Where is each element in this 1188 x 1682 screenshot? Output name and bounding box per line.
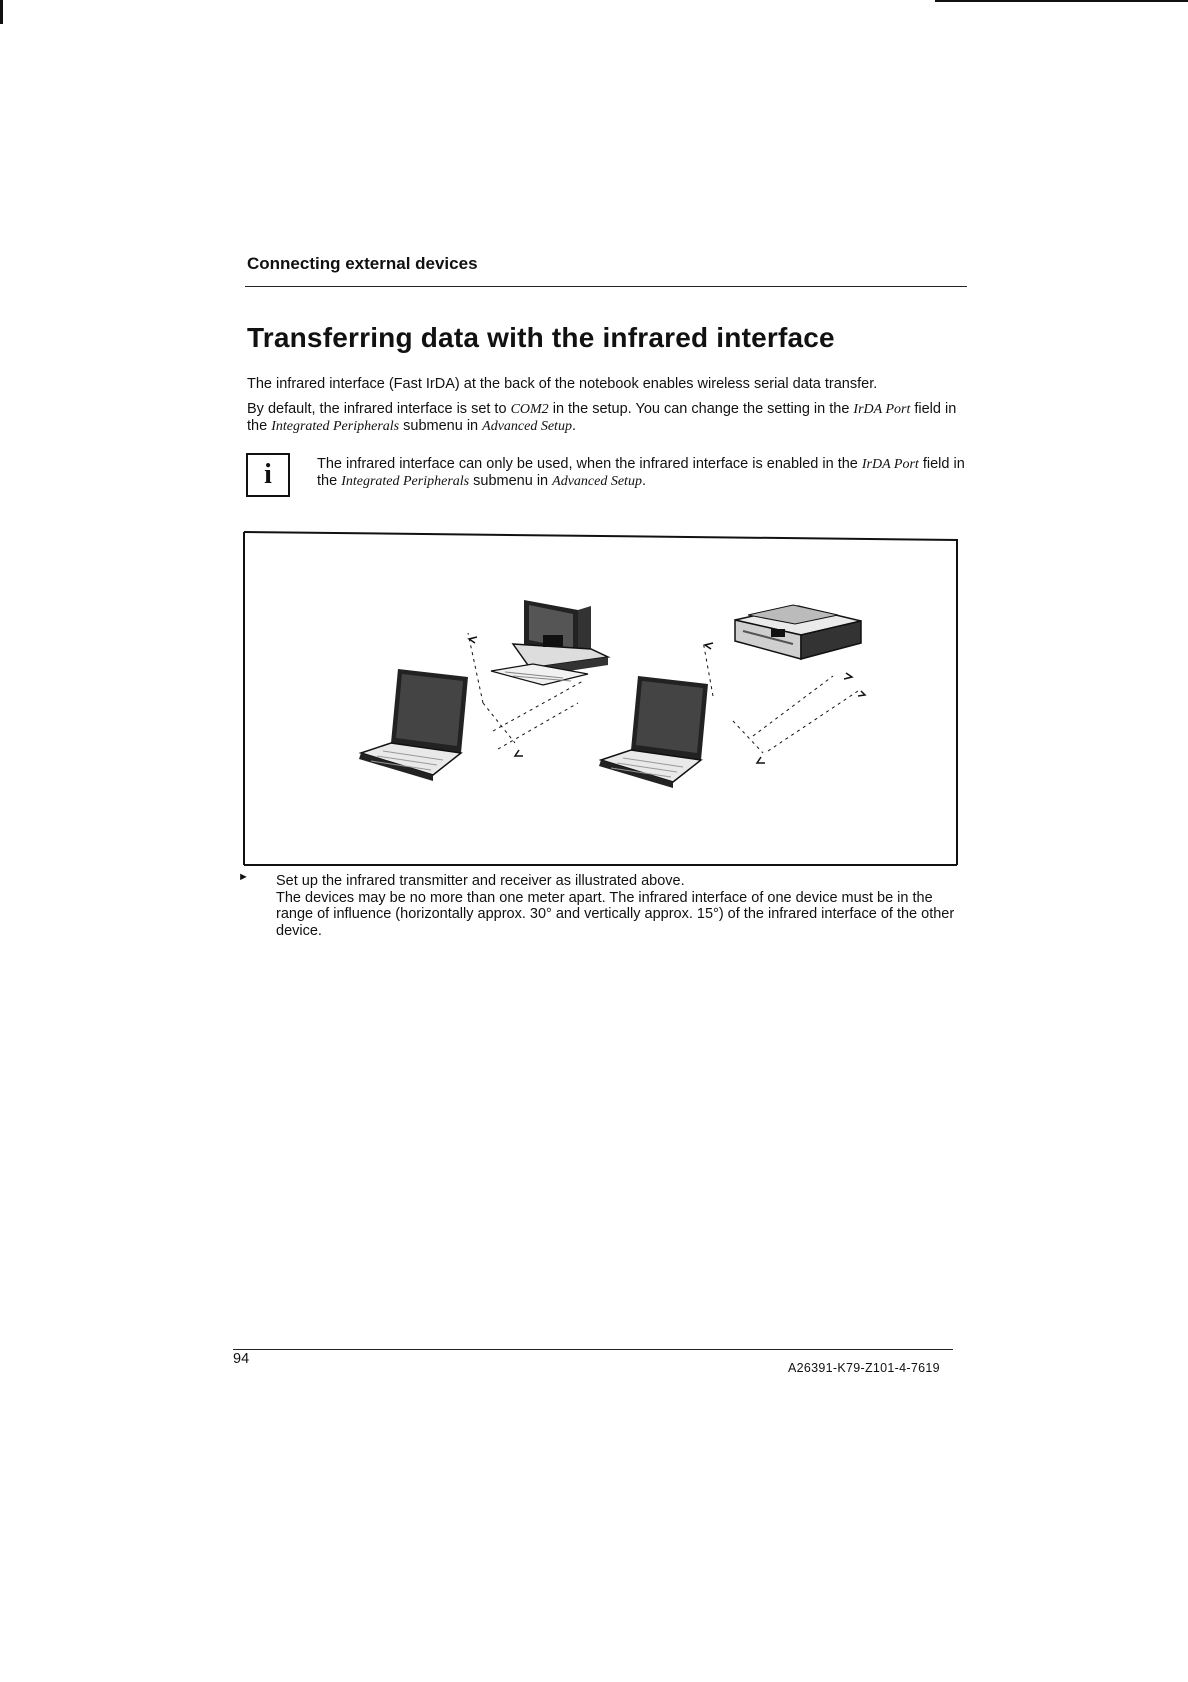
printer-icon (735, 605, 861, 659)
scan-mark-left (0, 0, 3, 24)
notebook-icon (599, 676, 708, 788)
step-detail: The devices may be no more than one meter apart. The infrared interface of one device must be in the range of influence (horizontally approx. 30° and vertically approx. 15°) of the infrared interface of the other device. (276, 889, 955, 939)
info-note: The infrared interface can only be used, when the infrared interface is enabled in the IrDA Port field in the Integrated Peripherals submenu in Advanced Setup. (317, 456, 965, 489)
desktop-computer-icon (491, 600, 608, 685)
footer-rule (233, 1349, 953, 1350)
infrared-illustration (243, 531, 959, 867)
info-icon: i (246, 453, 290, 497)
arrow-icon (757, 757, 765, 763)
step-line: Set up the infrared transmitter and receiver as illustrated above. (276, 873, 685, 889)
default-setting-paragraph: By default, the infrared interface is set to COM2 in the setup. You can change the setting in the IrDA Port field in the Integrated Peripherals submenu in Advanced Setup. (247, 401, 957, 434)
page-number: 94 (233, 1351, 250, 1367)
running-head: Connecting external devices (247, 254, 478, 273)
scan-mark-top (935, 0, 1188, 2)
figure-frame (244, 532, 958, 865)
bullet-icon: ► (238, 871, 249, 883)
intro-paragraph: The infrared interface (Fast IrDA) at the back of the notebook enables wireless serial data transfer. (247, 376, 878, 392)
arrow-icon (844, 673, 852, 679)
page-title: Transferring data with the infrared interface (247, 322, 835, 353)
arrow-icon (705, 643, 713, 649)
notebook-icon (359, 669, 468, 781)
infrared-beam-right (703, 641, 858, 753)
step-instruction (276, 873, 966, 939)
header-rule (245, 286, 967, 287)
arrow-icon (858, 691, 865, 696)
arrow-icon (469, 637, 477, 643)
document-id: A26391-K79-Z101-4-7619 (788, 1361, 940, 1375)
arrow-icon (515, 750, 523, 756)
